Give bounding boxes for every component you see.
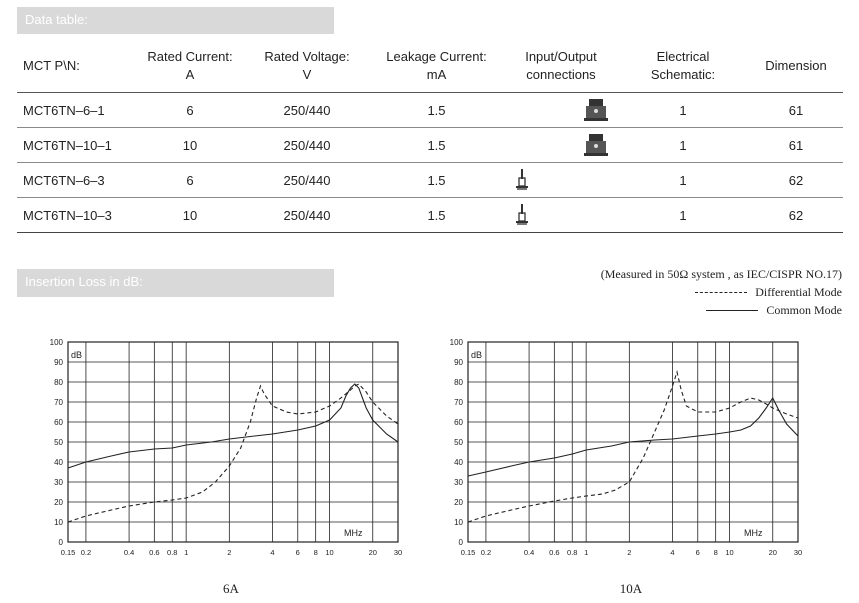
pin-terminal-icon (515, 168, 529, 192)
x-tick-label: 0.15 (60, 548, 76, 557)
x-tick-label: 0.8 (567, 548, 578, 557)
x-tick-label: 4 (270, 548, 275, 557)
y-tick-label: 10 (454, 518, 463, 527)
y-tick-label: 50 (54, 438, 63, 447)
y-tick-label: 80 (54, 378, 63, 387)
y-tick-label: 60 (54, 418, 63, 427)
x-tick-label: 30 (793, 548, 803, 557)
x-tick-label: 0.2 (480, 548, 492, 557)
chart-caption-10a: 10A (619, 581, 643, 596)
legend-common: Common Mode (601, 301, 842, 319)
y-tick-label: 0 (458, 538, 463, 547)
y-tick-label: 60 (454, 418, 463, 427)
cell-part-number: MCT6TN–6–3 (17, 163, 134, 198)
cell-rated-voltage: 250/440 (246, 128, 368, 163)
x-tick-label: 10 (325, 548, 334, 557)
x-tick-label: 0.6 (549, 548, 560, 557)
cell-schematic: 1 (617, 198, 749, 233)
y-tick-label: 30 (454, 478, 463, 487)
x-tick-label: 20 (368, 548, 377, 557)
cell-dimension: 62 (749, 163, 843, 198)
y-tick-label: 70 (54, 398, 63, 407)
cell-dimension: 61 (749, 128, 843, 163)
x-tick-label: 0.8 (167, 548, 178, 557)
cell-io-connection (505, 128, 617, 163)
y-tick-label: 70 (454, 398, 463, 407)
block-terminal-icon (583, 97, 609, 123)
cell-schematic: 1 (617, 163, 749, 198)
x-tick-label: 8 (313, 548, 318, 557)
x-tick-label: 2 (627, 548, 632, 557)
insertion-loss-section-header: Insertion Loss in dB: (17, 269, 334, 297)
header-part-number: MCT P\N: (17, 40, 134, 93)
legend-differential: Differential Mode (601, 283, 842, 301)
y-tick-label: 50 (454, 438, 463, 447)
x-tick-label: 0.2 (80, 548, 92, 557)
cell-schematic: 1 (617, 128, 749, 163)
y-tick-label: 80 (454, 378, 463, 387)
table-header-row (17, 40, 843, 93)
measurement-note: (Measured in 50Ω system , as IEC/CISPR NO.17) (600, 266, 842, 281)
cell-rated-current: 10 (134, 128, 246, 163)
cell-leakage-current: 1.5 (368, 198, 505, 233)
table-row (17, 198, 843, 233)
cell-part-number: MCT6TN–6–1 (17, 93, 134, 128)
header-electrical-schematic: Electrical Schematic: (617, 40, 749, 93)
cell-dimension: 62 (749, 198, 843, 233)
x-tick-label: 6 (695, 548, 700, 557)
solid-line-swatch (706, 310, 758, 311)
cell-io-connection (505, 163, 617, 198)
table-row (17, 128, 843, 163)
y-tick-label: 100 (49, 338, 63, 347)
dashed-line-swatch (695, 292, 747, 293)
cell-part-number: MCT6TN–10–3 (17, 198, 134, 233)
y-tick-label: 90 (54, 358, 63, 367)
y-axis-label: dB (471, 350, 483, 360)
x-tick-label: 2 (227, 548, 232, 557)
spec-table (17, 40, 843, 233)
header-rated-voltage: Rated Voltage: V (246, 40, 368, 93)
x-tick-label: 1 (584, 548, 589, 557)
cell-io-connection (505, 93, 617, 128)
cell-rated-current: 6 (134, 163, 246, 198)
cell-rated-voltage: 250/440 (246, 93, 368, 128)
block-terminal-icon (583, 132, 609, 158)
insertion-loss-chart-6a (30, 332, 410, 564)
pin-terminal-icon (515, 203, 529, 227)
y-tick-label: 20 (54, 498, 63, 507)
y-tick-label: 10 (54, 518, 63, 527)
cell-part-number: MCT6TN–10–1 (17, 128, 134, 163)
x-tick-label: 6 (295, 548, 300, 557)
header-dimension: Dimension (749, 40, 843, 93)
x-tick-label: 0.15 (460, 548, 476, 557)
cell-dimension: 61 (749, 93, 843, 128)
x-tick-label: 1 (184, 548, 189, 557)
x-tick-label: 0.6 (149, 548, 160, 557)
y-tick-label: 20 (454, 498, 463, 507)
cell-rated-current: 6 (134, 93, 246, 128)
cell-schematic: 1 (617, 93, 749, 128)
y-tick-label: 40 (454, 458, 463, 467)
x-axis-label: MHz (744, 528, 763, 538)
x-tick-label: 0.4 (123, 548, 135, 557)
y-tick-label: 30 (54, 478, 63, 487)
chart-caption-6a: 6A (223, 581, 239, 596)
table-row (17, 163, 843, 198)
x-tick-label: 4 (670, 548, 675, 557)
x-tick-label: 8 (713, 548, 718, 557)
cell-leakage-current: 1.5 (368, 128, 505, 163)
y-tick-label: 100 (449, 338, 463, 347)
table-row (17, 93, 843, 128)
header-rated-current: Rated Current: A (134, 40, 246, 93)
y-tick-label: 90 (454, 358, 463, 367)
header-leakage-current: Leakage Current: mA (368, 40, 505, 93)
x-axis-label: MHz (344, 528, 363, 538)
y-tick-label: 40 (54, 458, 63, 467)
cell-rated-voltage: 250/440 (246, 198, 368, 233)
cell-leakage-current: 1.5 (368, 163, 505, 198)
header-io-connections: Input/Output connections (505, 40, 617, 93)
cell-rated-voltage: 250/440 (246, 163, 368, 198)
x-tick-label: 20 (768, 548, 777, 557)
insertion-loss-chart-10a (430, 332, 810, 564)
x-tick-label: 30 (393, 548, 403, 557)
x-tick-label: 10 (725, 548, 734, 557)
cell-io-connection (505, 198, 617, 233)
cell-leakage-current: 1.5 (368, 93, 505, 128)
y-axis-label: dB (71, 350, 83, 360)
y-tick-label: 0 (58, 538, 63, 547)
chart-legend (601, 265, 842, 319)
cell-rated-current: 10 (134, 198, 246, 233)
x-tick-label: 0.4 (523, 548, 535, 557)
data-table-section-header: Data table: (17, 7, 334, 34)
